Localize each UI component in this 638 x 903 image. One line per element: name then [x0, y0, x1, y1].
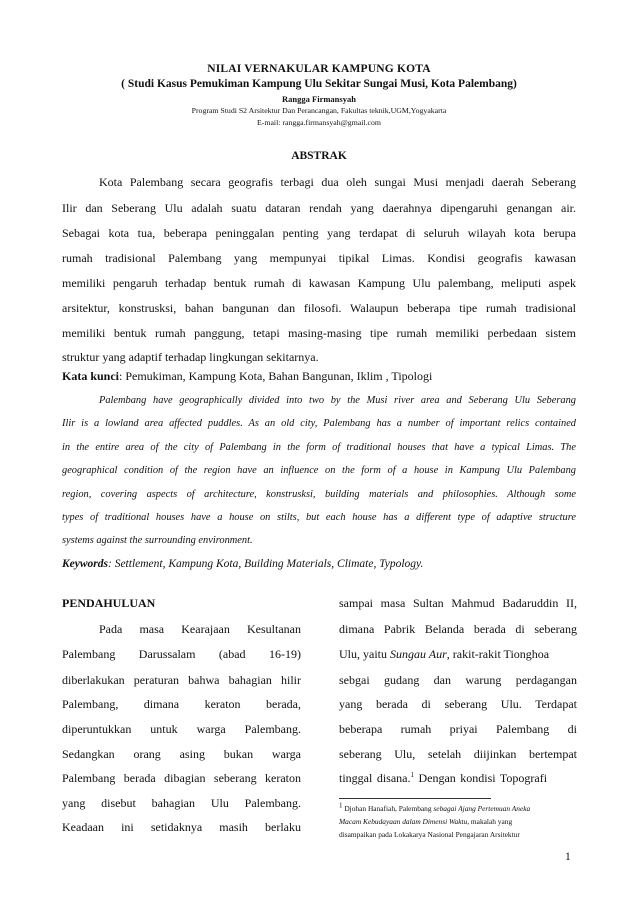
intro-right-line: yang berada di seberang Ulu. Terdapat	[339, 697, 577, 711]
abstract-line: arsitektur, konstrusksi, bahan bangunan dan filosofi. Walaupun beberapa tipe rumah tradisional	[62, 301, 576, 315]
intro-right-line: sebgai gudang dan warung perdagangan	[339, 673, 577, 687]
abstract-en-line: in the entire area of the city of Palembang in the form of traditional houses that have a typical Limas. The	[62, 442, 576, 453]
intro-italic-place: Sungau Aur	[390, 647, 447, 661]
footnote-text: , makalah yang	[467, 817, 513, 826]
intro-text: , rakit-rakit Tionghoa	[446, 647, 550, 661]
keywords-label: Kata kunci	[62, 369, 120, 383]
intro-text: tinggal disana.	[339, 771, 411, 785]
section-heading: PENDAHULUAN	[62, 596, 156, 610]
footnote-line	[339, 817, 512, 826]
keywords-en-label: Keywords	[62, 558, 108, 570]
intro-left-line: Palembang Darussalam (abad 16-19)	[62, 647, 301, 661]
page-number: 1	[565, 851, 571, 863]
keywords-id	[62, 369, 432, 384]
abstract-line: struktur yang adaptif terhadap lingkungan sekitarnya.	[62, 350, 319, 364]
author-affiliation: Program Studi S2 Arsitektur Dan Perancangan, Fakultas teknik,UGM,Yogyakarta	[191, 106, 447, 115]
abstract-line: Kota Palembang secara geografis terbagi dua oleh sungai Musi menjadi daerah Seberang	[99, 175, 576, 189]
abstract-line: memiliki bentuk rumah panggung, tetapi masing-masing tipe rumah memiliki perbedaan sistem	[62, 326, 576, 340]
intro-left-line: diberlakukan peraturan bahwa bahagian hilir	[62, 673, 301, 687]
intro-right-line	[339, 771, 577, 786]
abstract-en-line: systems against the surrounding environment.	[62, 535, 253, 546]
abstract-en-line: Ilir is a lowland area affected puddles. As an old city, Palembang has a number of important relics contained	[62, 418, 576, 429]
keywords-en-text: : Settlement, Kampung Kota, Building Materials, Climate, Typology.	[108, 558, 424, 570]
intro-left-line: yang disebut bahagian Ulu Palembang.	[62, 796, 301, 810]
abstract-en-line: Palembang have geographically divided into two by the Musi river area and Seberang Ulu Seberang	[99, 395, 576, 406]
abstract-line: rumah tradisional Palembang yang mempunyai tipikal Limas. Kondisi geografis kawasan	[62, 251, 576, 265]
paper-subtitle: ( Studi Kasus Pemukiman Kampung Ulu Sekitar Sungai Musi, Kota Palembang)	[121, 78, 517, 90]
author-name: Rangga Firmansyah	[282, 94, 356, 104]
intro-left-line: Pada masa Kearajaan Kesultanan	[99, 622, 301, 636]
intro-left-line: Palembang, dimana keraton berada,	[62, 697, 301, 711]
intro-left-line: diperuntukkan untuk warga Palembang.	[62, 722, 301, 736]
footnote-italic: Macam Kebudayaan dalam Dimensi Waktu	[339, 817, 468, 826]
footnote-mark: 1	[339, 801, 343, 810]
intro-right-line: beberapa rumah priyai Palembang di	[339, 722, 577, 736]
footnote-italic: sebagai Ajang Pertemuan Aneka	[433, 804, 531, 813]
abstract-line: Sebagai kota tua, beberapa peninggalan penting yang terdapat di seluruh wilayah kota berupa	[62, 226, 576, 240]
intro-right-line: sampai masa Sultan Mahmud Badaruddin II,	[339, 596, 577, 610]
intro-left-line: Sedangkan orang asing bukan warga	[62, 747, 301, 761]
intro-right-line: seberang Ulu, setelah diijinkan bertempat	[339, 747, 577, 761]
footnote-line: disampaikan pada Lokakarya Nasional Pengajaran Arsitektur	[339, 830, 520, 839]
abstract-en-line: geographical condition of the region have an influence on the form of a house in Kampung Ulu Palembang	[62, 465, 576, 476]
intro-left-line: Palembang berada dibagian seberang keraton	[62, 771, 301, 785]
abstract-line: memiliki pengaruh terhadap bentuk rumah di kawasan Kampung Ulu palembang, meliputi aspek	[62, 276, 576, 290]
footnote-text: Djohan Hanafiah, Palembang	[342, 804, 434, 813]
abstract-en-line: types of traditional houses have a house on stilts, but each house has a different type of adaptive structure	[62, 512, 576, 523]
footnote-divider	[339, 798, 491, 799]
paper-title: NILAI VERNAKULAR KAMPUNG KOTA	[207, 63, 431, 75]
abstract-en-line: region, covering aspects of architecture, konstrusksi, building materials and philosophies. Although some	[62, 489, 576, 500]
intro-text: Ulu, yaitu	[339, 647, 387, 661]
intro-text: Dengan kondisi Topografi	[413, 771, 548, 785]
intro-left-line: Keadaan ini setidaknya masih berlaku	[62, 820, 301, 834]
author-email: E-mail: rangga.firmansyah@gmail.com	[257, 118, 381, 127]
abstract-heading: ABSTRAK	[291, 150, 347, 162]
keywords-en	[62, 558, 423, 570]
footnote-line	[339, 801, 531, 813]
keywords-text: : Pemukiman, Kampung Kota, Bahan Bangunan, Iklim , Tipologi	[119, 369, 433, 383]
intro-right-line: dimana Pabrik Belanda berada di seberang	[339, 622, 577, 636]
abstract-line: Ilir dan Seberang Ulu adalah suatu dataran rendah yang daerahnya dipengaruhi genangan air.	[62, 201, 576, 215]
intro-right-line	[339, 647, 577, 662]
footnote-ref: 1	[410, 771, 414, 779]
